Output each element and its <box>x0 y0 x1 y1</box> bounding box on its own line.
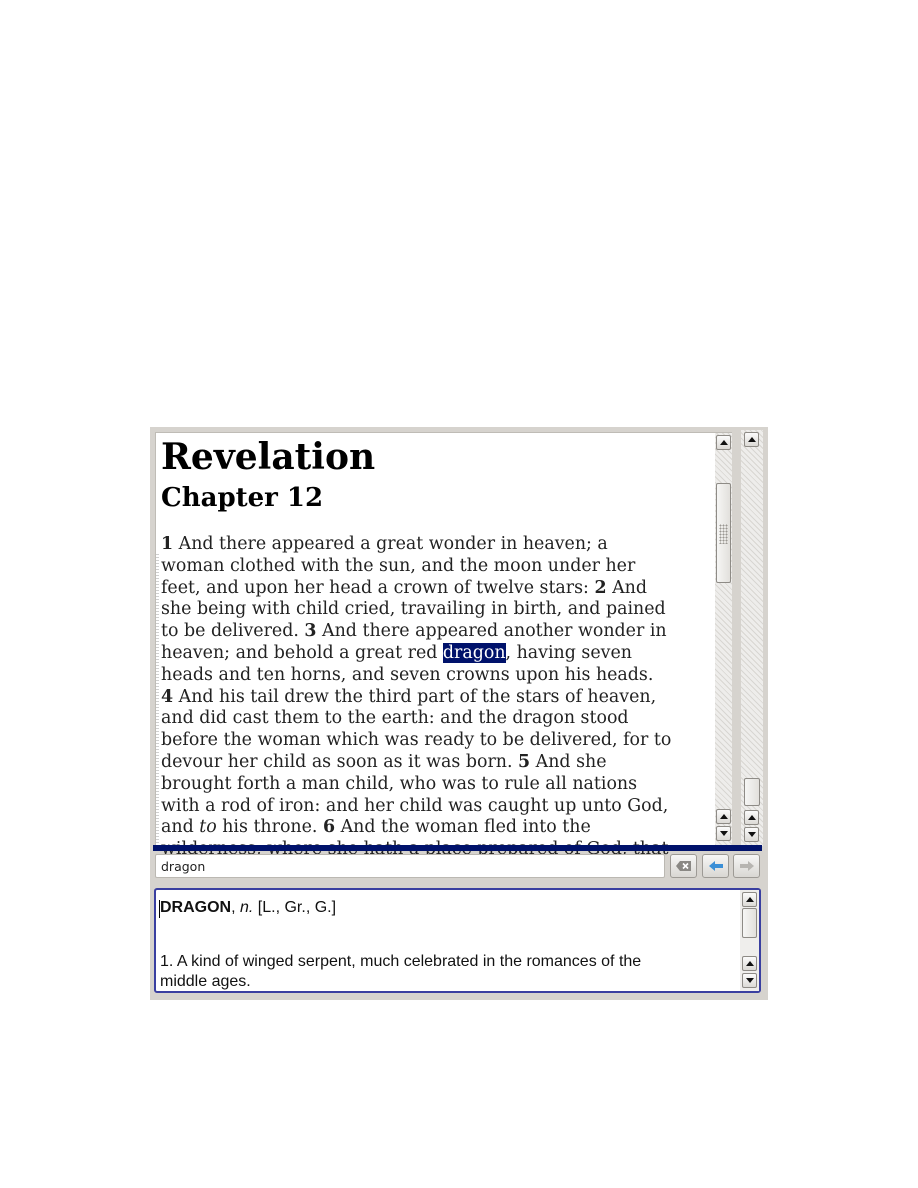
dict-scroll-up-button[interactable] <box>742 892 757 907</box>
verse-list <box>161 534 711 861</box>
verse-text: she being with child cried, travailing in birth, and pained <box>161 599 666 620</box>
scroll-up-button-lower[interactable] <box>716 809 731 824</box>
verse-text: with a rod of iron: and her child was caught up unto God, <box>161 795 669 816</box>
verse-line <box>161 643 711 665</box>
verse-number: 6 <box>322 817 336 838</box>
arrow-up-icon <box>720 814 728 819</box>
outer-scroll-thumb[interactable] <box>744 778 760 806</box>
verse-line <box>161 687 711 709</box>
search-highlight: dragon <box>442 642 506 663</box>
outer-scrollbar[interactable] <box>741 430 763 846</box>
definition-line: 1. A kind of winged serpent, much celebrated in the romances of the <box>160 953 642 970</box>
part-of-speech: n. <box>240 899 254 916</box>
arrow-left-icon <box>708 860 724 872</box>
etymology: [L., Gr., G.] <box>257 899 337 916</box>
verse-line <box>161 665 711 687</box>
definition <box>160 952 730 992</box>
arrow-up-icon <box>746 897 754 902</box>
headword: DRAGON <box>160 899 232 916</box>
verse-line <box>161 621 711 643</box>
verse-line <box>161 817 711 839</box>
verse-text: heads and ten horns, and seven crowns upon his heads. <box>161 664 654 685</box>
back-button[interactable] <box>702 854 729 878</box>
verse-text: And there appeared a great wonder in heaven; a <box>173 534 608 554</box>
verse-line <box>161 730 711 752</box>
verse-text: feet, and upon her head a crown of twelve stars: <box>161 577 595 598</box>
scripture-pane[interactable] <box>155 432 732 846</box>
arrow-right-icon <box>739 860 755 872</box>
verse-text: woman clothed with the sun, and the moon under her <box>161 555 636 576</box>
scroll-down-button[interactable] <box>716 826 731 841</box>
dictionary-scrollbar[interactable] <box>740 890 759 991</box>
arrow-down-icon <box>748 832 756 837</box>
verse-text: brought forth a man child, who was to rule all nations <box>161 773 638 794</box>
definition-line: middle ages. <box>160 973 251 990</box>
chapter-title: Chapter 12 <box>161 483 324 513</box>
verse-text: And <box>606 577 647 598</box>
search-input[interactable] <box>155 854 665 878</box>
margin-ruler <box>156 553 159 843</box>
verse-number: 1 <box>161 534 174 554</box>
arrow-up-icon <box>748 815 756 820</box>
verse-text: And there appeared another wonder in <box>316 621 667 642</box>
arrow-up-icon <box>746 961 754 966</box>
scroll-thumb[interactable] <box>716 483 731 583</box>
outer-scroll-down-button[interactable] <box>744 827 759 842</box>
verse-text: And the woman fled into the <box>335 817 591 838</box>
verse-line <box>161 556 711 578</box>
backspace-clear-icon <box>675 860 693 872</box>
dict-scroll-up-button-lower[interactable] <box>742 956 757 971</box>
scripture-scrollbar[interactable] <box>715 433 732 845</box>
verse-line <box>161 752 711 774</box>
verse-number: 4 <box>161 686 174 707</box>
verse-text: his throne. <box>216 817 323 838</box>
scroll-up-button[interactable] <box>716 435 731 450</box>
outer-scroll-up-button-lower[interactable] <box>744 810 759 825</box>
verse-text: before the woman which was ready to be delivered, for to <box>161 730 672 751</box>
arrow-down-icon <box>720 831 728 836</box>
verse-italic: to <box>199 817 217 838</box>
verse-line <box>161 796 711 818</box>
dictionary-pane[interactable] <box>154 888 761 993</box>
verse-number: 3 <box>304 621 317 642</box>
dict-scroll-down-button[interactable] <box>742 973 757 988</box>
arrow-up-icon <box>748 437 756 442</box>
verse-text: and did cast them to the earth: and the dragon stood <box>161 708 629 729</box>
verse-number: 2 <box>594 577 607 598</box>
verse-text: And his tail drew the third part of the stars of heaven, <box>173 686 657 707</box>
verse-line <box>161 599 711 621</box>
verse-line <box>161 534 711 556</box>
dictionary-entry <box>160 898 730 992</box>
bible-reader-window <box>150 427 768 1000</box>
book-title: Revelation <box>161 436 376 478</box>
clear-search-button[interactable] <box>670 854 697 878</box>
verse-line <box>161 578 711 600</box>
verse-text: heaven; and behold a great red <box>161 642 443 663</box>
verse-line <box>161 708 711 730</box>
verse-text: , having seven <box>505 642 632 663</box>
entry-header: DRAGON, n. [L., Gr., G.] <box>160 899 337 916</box>
verse-text: to be delivered. <box>161 621 305 642</box>
verse-number: 5 <box>518 751 531 772</box>
arrow-up-icon <box>720 440 728 445</box>
verse-line <box>161 774 711 796</box>
verse-text: And she <box>530 751 607 772</box>
forward-button[interactable] <box>733 854 760 878</box>
pane-splitter[interactable] <box>153 845 762 851</box>
verse-text: and <box>161 817 200 838</box>
scripture-text <box>161 436 711 861</box>
arrow-down-icon <box>746 978 754 983</box>
grip-icon <box>719 524 728 544</box>
verse-text: devour her child as soon as it was born. <box>161 751 519 772</box>
dict-scroll-thumb[interactable] <box>742 908 757 938</box>
outer-scroll-up-button[interactable] <box>744 432 759 447</box>
